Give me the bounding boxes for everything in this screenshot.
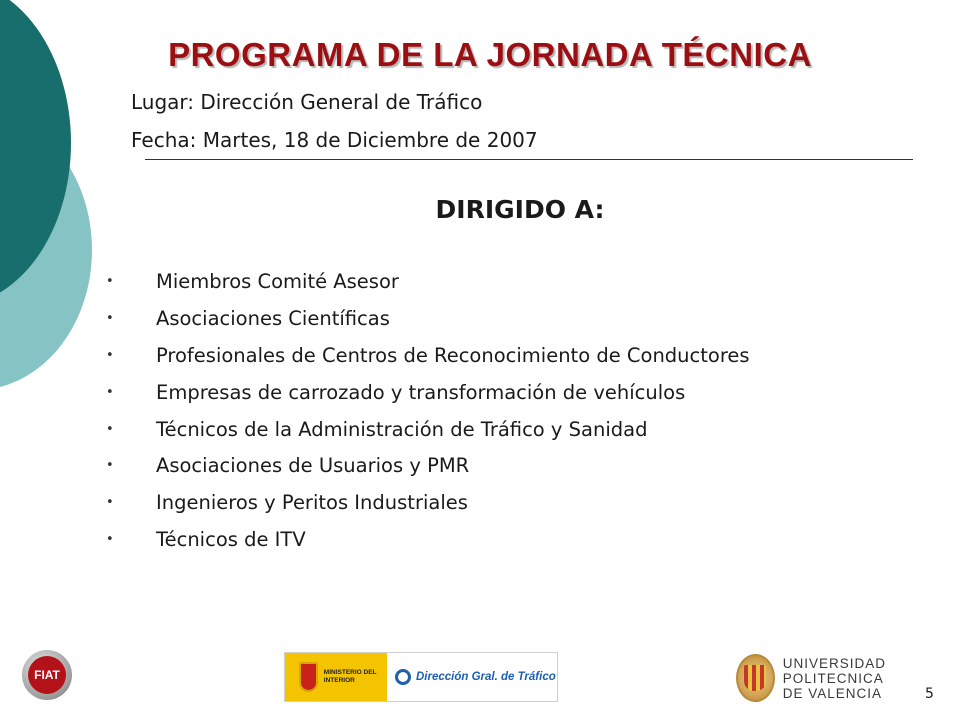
header-divider	[145, 159, 913, 160]
dgt-logo	[387, 653, 557, 701]
bullet-icon: •	[106, 384, 114, 400]
event-location: Lugar: Dirección General de Tráfico	[131, 90, 483, 114]
bullet-icon: •	[106, 421, 114, 437]
list-item-text: Técnicos de la Administración de Tráfico y Sanidad	[156, 417, 648, 441]
bullet-icon: •	[106, 532, 114, 548]
upv-line-2: POLITECNICA	[782, 670, 884, 686]
list-item-text: Asociaciones Científicas	[156, 306, 390, 330]
upv-line-1: UNIVERSIDAD	[782, 655, 886, 671]
dgt-logo-text: Dirección Gral. de Tráfico	[416, 671, 556, 683]
bullet-icon: •	[106, 310, 114, 326]
fiat-logo	[22, 650, 72, 700]
bullet-icon: •	[106, 347, 114, 363]
list-item-text: Profesionales de Centros de Reconocimiento de Conductores	[156, 343, 750, 367]
ministry-dgt-logo	[284, 652, 558, 702]
bullet-icon: •	[106, 274, 114, 289]
fiat-logo-text: FIAT	[28, 656, 66, 694]
event-date: Fecha: Martes, 18 de Diciembre de 2007	[131, 128, 538, 152]
bullet-icon: •	[106, 458, 114, 474]
upv-logo-text	[783, 656, 886, 701]
upv-line-3: DE VALENCIA	[782, 685, 883, 701]
upv-logo	[736, 652, 886, 704]
upv-seal-icon	[736, 654, 775, 702]
page-number: 5	[925, 686, 934, 702]
upv-shield-icon	[744, 665, 766, 691]
slide-title: PROGRAMA DE LA JORNADA TÉCNICA	[168, 36, 812, 73]
ministry-logo	[285, 653, 387, 701]
coat-of-arms-icon	[299, 662, 318, 692]
list-item-text: Empresas de carrozado y transformación de vehículos	[156, 380, 686, 404]
list-item-text: Ingenieros y Peritos Industriales	[156, 491, 468, 515]
dgt-mark-icon	[395, 669, 411, 685]
list-item-text: Miembros Comité Asesor	[156, 270, 399, 293]
list-item-text: Técnicos de ITV	[156, 528, 306, 552]
bullet-icon: •	[106, 495, 114, 511]
list-item-text: Asociaciones de Usuarios y PMR	[156, 454, 470, 478]
section-heading: DIRIGIDO A:	[435, 195, 605, 224]
ministry-logo-text: MINISTERIO DEL INTERIOR	[323, 669, 377, 684]
